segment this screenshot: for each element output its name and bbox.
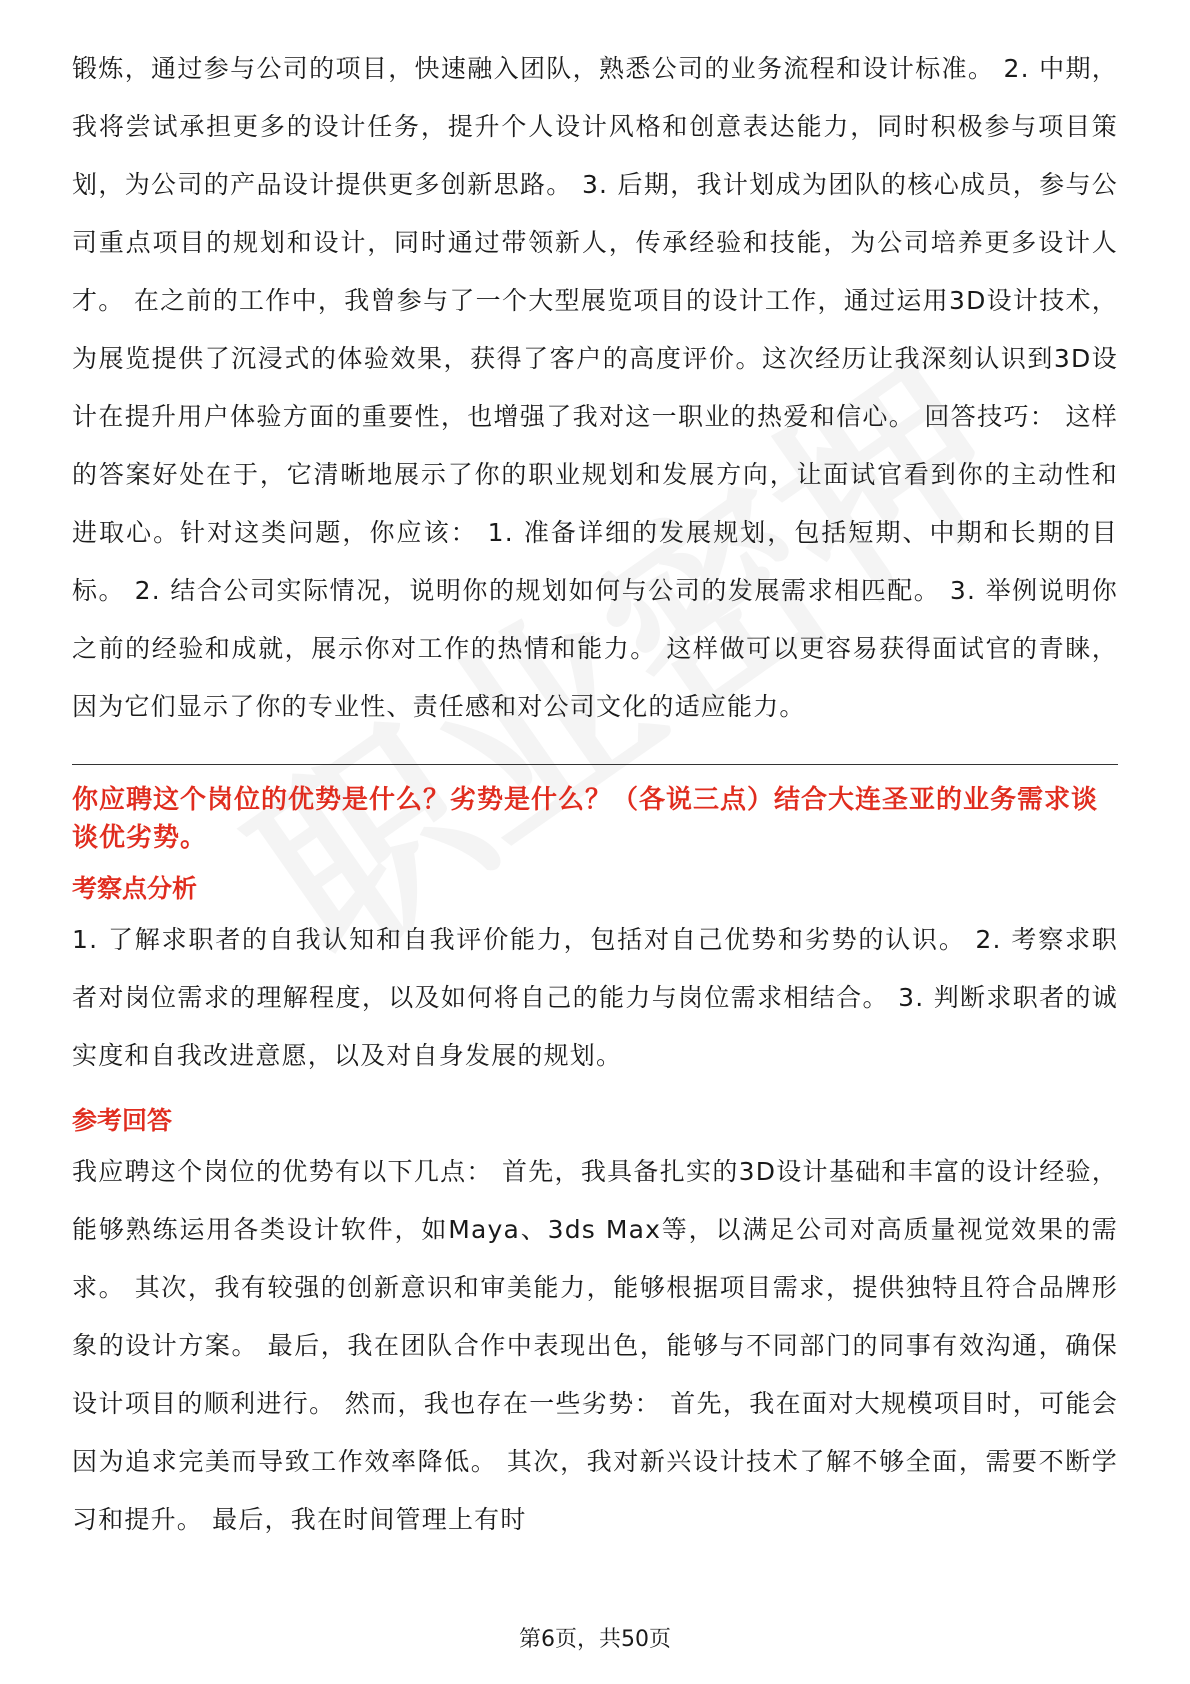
section-divider [72,764,1118,765]
continuation-paragraph: 锻炼，通过参与公司的项目，快速融入团队，熟悉公司的业务流程和设计标准。 2. 中期，我将尝试承担更多的设计任务，提升个人设计风格和创意表达能力，同时积极参与项目策划，为公司的产品设计提供更多创新思路。 3. 后期，我计划成为团队的核心成员，参与公司重点项目的规划和设计，同时通过带领新人，传承经验和技能，为公司培养更多设计人才。 在之前的工作中，我曾参与了一个大型展览项目的设计工作，通过运用3D设计技术，为展览提供了沉浸式的体验效果，获得了客户的高度评价。这次经历让我深刻认识到3D设计在提升用户体验方面的重要性，也增强了我对这一职业的热爱和信心。 回答技巧： 这样的答案好处在于，它清晰地展示了你的职业规划和发展方向，让面试官看到你的主动性和进取心。针对这类问题，你应该： 1. 准备详细的发展规划，包括短期、中期和长期的目标。 2. 结合公司实际情况，说明你的规划如何与公司的发展需求相匹配。 3. 举例说明你之前的经验和成就，展示你对工作的热情和能力。 这样做可以更容易获得面试官的青睐，因为它们显示了你的专业性、责任感和对公司文化的适应能力。 [72,54,1118,721]
analysis-paragraph: 1. 了解求职者的自我认知和自我评价能力，包括对自己优势和劣势的认识。 2. 考察求职者对岗位需求的理解程度，以及如何将自己的能力与岗位需求相结合。 3. 判断求职者的诚实度和自我改进意愿，以及对自身发展的规划。 [72,925,1118,1070]
page-content [72,40,1118,1549]
analysis-heading: 考察点分析 [72,874,198,903]
answer-heading: 参考回答 [72,1106,173,1135]
page-number-footer: 第6页，共50页 [519,1627,671,1652]
answer-paragraph: 我应聘这个岗位的优势有以下几点： 首先，我具备扎实的3D设计基础和丰富的设计经验，能够熟练运用各类设计软件，如Maya、3ds Max等，以满足公司对高质量视觉效果的需求。 其次，我有较强的创新意识和审美能力，能够根据项目需求，提供独特且符合品牌形象的设计方案。 最后，我在团队合作中表现出色，能够与不同部门的同事有效沟通，确保设计项目的顺利进行。 然而，我也存在一些劣势： 首先，我在面对大规模项目时，可能会因为追求完美而导致工作效率降低。 其次，我对新兴设计技术了解不够全面，需要不断学习和提升。 最后，我在时间管理上有时 [72,1157,1118,1534]
interview-question: 你应聘这个岗位的优势是什么？劣势是什么？（各说三点）结合大连圣亚的业务需求谈谈优劣势。 [72,785,1099,853]
